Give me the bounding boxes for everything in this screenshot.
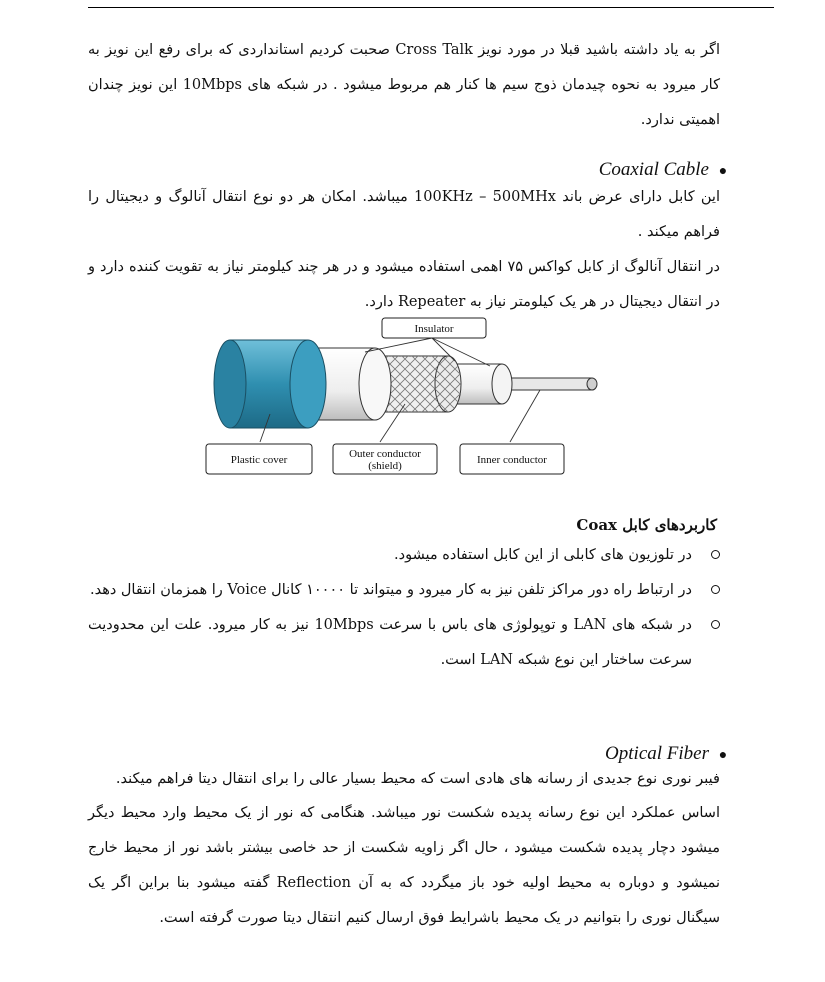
bullet-icon: ● (718, 748, 728, 763)
fiber-heading-text: Optical Fiber (605, 743, 709, 764)
intro-paragraph: اگر به یاد داشته باشید قبلا در مورد نویز Cross Talk صحبت کردیم استانداردی که برای رفع این نویز به کار میرود به نحوه چیدمان ذوج سیم ها کنار هم مربوط میشود . در شبکه های 10Mbps این نویز چندان اهمیتی ندارد. (88, 41, 720, 128)
fiber-paragraph-1: فیبر نوری نوع جدیدی از رسانه های هادی است که محیط بسیار عالی را برای انتقال دیتا فراهم میکند. (115, 771, 720, 787)
inner-conductor-label: Inner conductor (477, 454, 547, 466)
inner-conductor (500, 378, 597, 390)
list-item-text: در شبکه های LAN و توپولوژی های باس با سرعت 10Mbps نیز به کار میرود. علت این محدودیت سرعت ساختار این نوع شبکه LAN است. (88, 617, 692, 668)
coax-heading-text: Coaxial Cable (598, 159, 709, 180)
outer-conductor-sublabel: (shield) (368, 460, 402, 472)
circle-bullet-icon (711, 585, 720, 594)
list-item (88, 573, 732, 608)
coax-paragraph-2: در انتقال آنالوگ از کابل کواکس ۷۵ اهمی استفاده میشود و در هر چند کیلومتر نیاز به تقویت کننده دارد و در انتقال دیجیتال در هر یک کیلومتر نیاز به Repeater دارد. (88, 259, 721, 310)
circle-bullet-icon (711, 620, 720, 629)
fiber-paragraph-2: اساس عملکرد این نوع رسانه پدیده شکست نور میباشد. هنگامی که نور از یک محیط وارد محیط دیگر میشود دچار پدیده شکست میشود ، حال اگر زاویه شکست از حد خاصی بیشتر باشد نور از محیط خارج نمیشود و دوباره به محیط اولیه خود باز میگردد که به آن Reflection گفته میشود بنا براین اگر یک سیگنال نوری را بتوانیم در یک محیط باشرایط فوق ارسال کنیم انتقال دیتا صورت گرفته است. (88, 805, 720, 926)
top-rule (88, 7, 774, 8)
list-item-text: در ارتباط راه دور مراکز تلفن نیز به کار میرود و میتواند تا ۱۰۰۰۰ کانال Voice را همزمان انتقال دهد. (89, 582, 692, 598)
list-item (88, 608, 732, 678)
circle-bullet-icon (711, 550, 720, 559)
coax-uses-heading: کاربردهای کابل Coax (576, 516, 717, 534)
outer-conductor-label: Outer conductor (349, 448, 421, 460)
bullet-icon: ● (718, 164, 728, 179)
coax-cable-figure (200, 314, 620, 480)
list-item (88, 538, 732, 573)
plastic-cover-label: Plastic cover (230, 454, 288, 466)
list-item-text: در تلوزیون های کابلی از این کابل استفاده میشود. (394, 547, 692, 563)
insulator-label: Insulator (414, 323, 454, 335)
coax-uses-list (88, 538, 732, 678)
coax-paragraph-1: این کابل دارای عرض باند 100KHz – 500MHx میباشد. امکان هر دو نوع انتقال آنالوگ و دیجیتال را فراهم میکند . (88, 189, 721, 240)
